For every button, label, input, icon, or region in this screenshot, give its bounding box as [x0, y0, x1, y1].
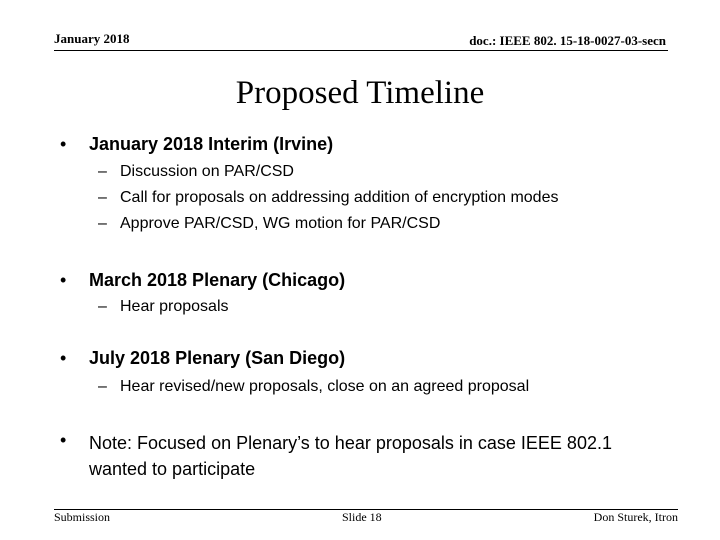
bullet-text: January 2018 Interim (Irvine) [89, 134, 334, 154]
bullet-glyph: • [60, 348, 67, 368]
dash-glyph: – [98, 163, 107, 180]
dash-glyph: – [98, 378, 107, 395]
bullet-text: Note: Focused on Plenary’s to hear proposals in case IEEE 802.1 wanted to participate [89, 433, 612, 479]
sub-bullet-text: Call for proposals on addressing addition of encryption modes [120, 189, 559, 206]
dash-glyph: – [98, 189, 107, 206]
header-doc-id: doc.: IEEE 802. 15-18-0027-03-secn [469, 33, 666, 48]
bullet-glyph: • [60, 430, 67, 450]
footer-author: Don Sturek, Itron [593, 510, 678, 524]
bullet-text: July 2018 Plenary (San Diego) [89, 348, 346, 368]
sub-bullet-text: Hear revised/new proposals, close on an agreed proposal [120, 378, 530, 395]
slide-title: Proposed Timeline [235, 75, 485, 111]
sub-bullet-text: Approve PAR/CSD, WG motion for PAR/CSD [120, 215, 441, 232]
sub-bullet-text: Discussion on PAR/CSD [120, 163, 294, 180]
dash-glyph: – [98, 298, 107, 315]
footer-submission: Submission [54, 510, 111, 524]
bullet-text: March 2018 Plenary (Chicago) [89, 270, 346, 290]
bullet-glyph: • [60, 270, 67, 290]
header-date: January 2018 [54, 31, 130, 46]
dash-glyph: – [98, 215, 107, 232]
sub-bullet-text: Hear proposals [120, 298, 229, 315]
bullet-glyph: • [60, 134, 67, 154]
footer-slide-number: Slide 18 [342, 510, 382, 524]
